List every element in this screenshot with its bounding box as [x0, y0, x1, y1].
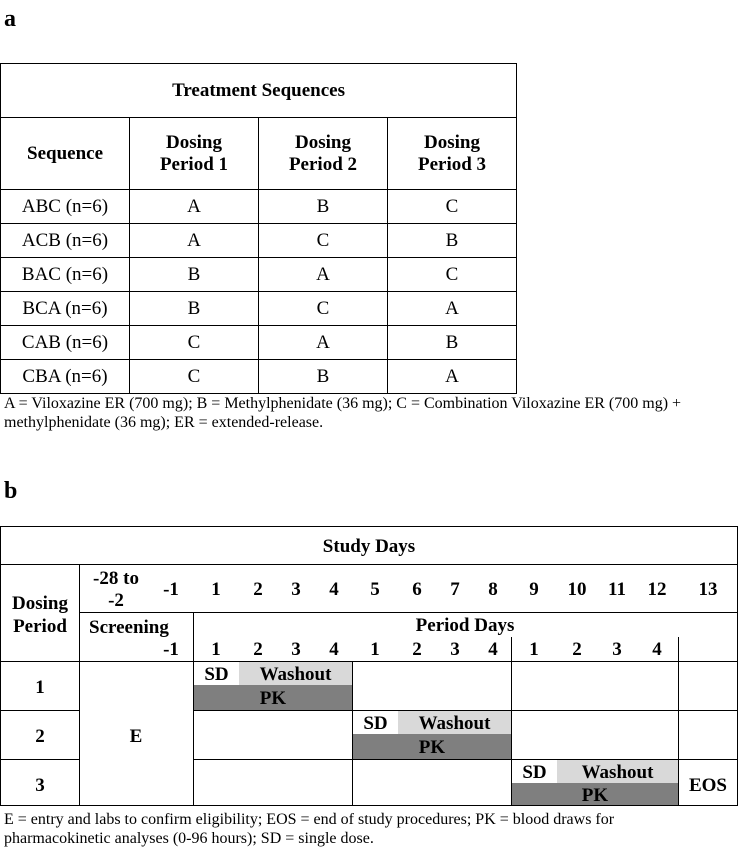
row-divider — [1, 564, 737, 565]
panel-a-label: a — [4, 6, 16, 32]
period-day: 4 — [488, 639, 498, 660]
column-header-line: Dosing — [295, 131, 351, 153]
treatment-cell: A — [388, 292, 517, 326]
study-day: 10 — [567, 579, 587, 600]
study-day: 7 — [450, 579, 460, 600]
column-header-line: Period 1 — [159, 153, 229, 175]
period-day: 3 — [450, 639, 460, 660]
row-divider — [79, 612, 737, 613]
washout-label-period-3: Washout — [581, 762, 654, 783]
study-day: 6 — [412, 579, 422, 600]
study-day: 9 — [529, 579, 539, 600]
treatment-cell: C — [259, 224, 388, 258]
period-day: 3 — [612, 639, 622, 660]
washout-label-period-2: Washout — [418, 713, 491, 734]
column-header-line: Dosing — [166, 131, 222, 153]
period-day-minus-1: -1 — [163, 639, 179, 660]
screening-days-range-line-2: -2 — [108, 590, 124, 611]
sequence-cell: BAC (n=6) — [1, 258, 130, 292]
column-header-line: Sequence — [27, 142, 103, 164]
table-b-footnote-line-1: E = entry and labs to confirm eligibility; EOS = end of study procedures; PK = blood draws for — [4, 811, 615, 828]
end-of-study-label: EOS — [688, 775, 728, 796]
study-day: 5 — [370, 579, 380, 600]
treatment-cell: C — [130, 360, 259, 394]
study-schedule-table — [0, 526, 738, 806]
pk-label-period-2: PK — [418, 737, 446, 758]
period-day: 4 — [329, 639, 339, 660]
single-dose-label-period-1: SD — [204, 664, 229, 685]
dosing-period-3-label: 3 — [35, 775, 45, 796]
study-day: 11 — [608, 579, 626, 600]
column-header-line: Period 2 — [288, 153, 358, 175]
dosing-period-header-line-2: Period — [13, 616, 67, 637]
treatment-cell: C — [388, 258, 517, 292]
table-row — [1, 326, 517, 360]
study-day: 13 — [698, 579, 718, 600]
column-header — [1, 118, 130, 190]
period-day: 1 — [529, 639, 539, 660]
period-day: 1 — [211, 639, 221, 660]
column-header-line: Period 3 — [417, 153, 487, 175]
table-a-footnote-line-1: A = Viloxazine ER (700 mg); B = Methylphenidate (36 mg); C = Combination Viloxazine ER (700 mg) + — [4, 395, 682, 412]
treatment-cell: B — [130, 258, 259, 292]
treatment-cell: B — [388, 326, 517, 360]
period-day: 2 — [572, 639, 582, 660]
treatment-cell: C — [259, 292, 388, 326]
study-day: 4 — [329, 579, 339, 600]
sequence-cell: CAB (n=6) — [1, 326, 130, 360]
table-row — [1, 360, 517, 394]
column-header — [130, 118, 259, 190]
panel-b-label: b — [4, 478, 18, 504]
treatment-cell: B — [259, 190, 388, 224]
single-dose-label-period-3: SD — [522, 762, 547, 783]
column-divider — [79, 564, 80, 805]
treatment-cell: A — [388, 360, 517, 394]
table-a-footnote-line-2: methylphenidate (36 mg); ER = extended-release. — [4, 414, 324, 431]
treatment-cell: A — [259, 326, 388, 360]
single-dose-label-period-2: SD — [363, 713, 388, 734]
table-row — [1, 190, 517, 224]
period-day: 2 — [253, 639, 263, 660]
treatment-cell: B — [130, 292, 259, 326]
treatment-sequences-table — [0, 63, 517, 394]
column-header-line: Dosing — [424, 131, 480, 153]
period-days-label: Period Days — [415, 615, 515, 636]
table-a-title: Treatment Sequences — [1, 64, 517, 118]
pk-label-period-3: PK — [581, 785, 609, 806]
row-divider — [1, 661, 737, 662]
study-day: 12 — [647, 579, 667, 600]
treatment-cell: B — [388, 224, 517, 258]
pk-label-period-1: PK — [259, 688, 287, 709]
sequence-cell: CBA (n=6) — [1, 360, 130, 394]
dosing-period-header-line-1: Dosing — [12, 593, 68, 614]
screening-label: Screening — [89, 617, 169, 638]
sequence-cell: BCA (n=6) — [1, 292, 130, 326]
period-day: 3 — [291, 639, 301, 660]
period-day: 2 — [412, 639, 422, 660]
table-row — [1, 258, 517, 292]
study-day: 2 — [253, 579, 263, 600]
day-minus-1: -1 — [163, 579, 179, 600]
period-day: 1 — [370, 639, 380, 660]
treatment-cell: B — [259, 360, 388, 394]
table-row — [1, 224, 517, 258]
row-divider — [1, 759, 79, 760]
treatment-cell: C — [388, 190, 517, 224]
treatment-cell: A — [259, 258, 388, 292]
treatment-cell: A — [130, 224, 259, 258]
washout-label-period-1: Washout — [259, 664, 332, 685]
screening-days-range-line-1: -28 to — [93, 568, 139, 589]
period-day: 4 — [652, 639, 662, 660]
study-day: 1 — [211, 579, 221, 600]
column-header — [388, 118, 517, 190]
column-header — [259, 118, 388, 190]
treatment-cell: A — [130, 190, 259, 224]
dosing-period-2-label: 2 — [35, 726, 45, 747]
table-b-footnote-line-2: pharmacokinetic analyses (0-96 hours); SD = single dose. — [4, 830, 374, 847]
study-day: 8 — [488, 579, 498, 600]
row-divider — [1, 710, 79, 711]
sequence-cell: ACB (n=6) — [1, 224, 130, 258]
sequence-cell: ABC (n=6) — [1, 190, 130, 224]
dosing-period-1-label: 1 — [35, 677, 45, 698]
entry-label: E — [129, 726, 143, 747]
table-row — [1, 292, 517, 326]
study-day: 3 — [291, 579, 301, 600]
treatment-cell: C — [130, 326, 259, 360]
study-days-title: Study Days — [322, 536, 416, 557]
